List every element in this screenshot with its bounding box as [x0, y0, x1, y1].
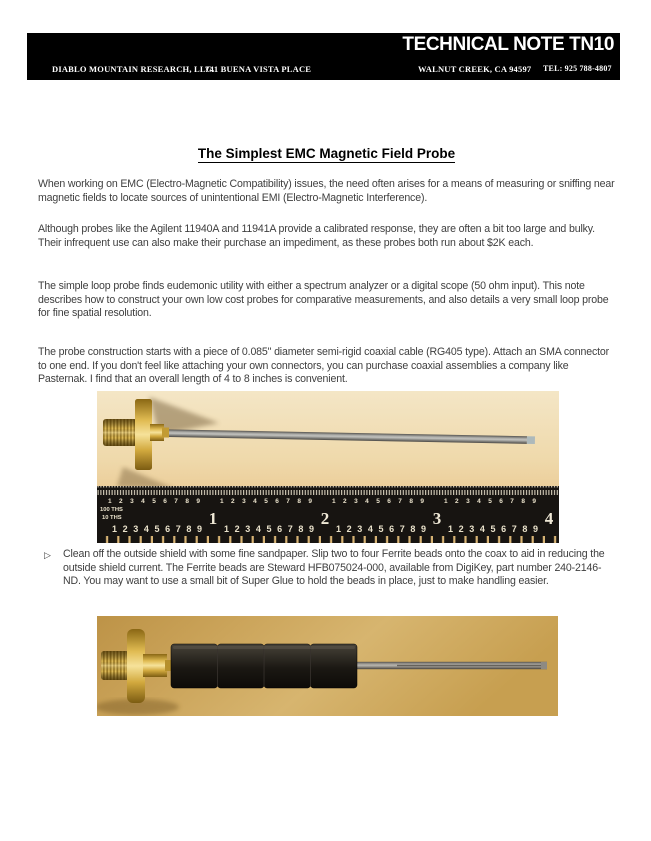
ruler-small-numbers: 1 2 3 4 5 6 7 8 9 [332, 498, 424, 505]
paragraph-intro: When working on EMC (Electro-Magnetic Compatibility) issues, the need often arises for a means of measuring or sniffing near magnetic fields to locate sources of unintentional EMI (Electro-Magnetic Interference). [38, 178, 615, 204]
ruler-bottom-numbers: 1 2 3 4 5 6 7 8 9 [224, 524, 314, 534]
rod-seam [397, 665, 545, 666]
paragraph-construction: The probe construction starts with a piece of 0.085" diameter semi-rigid coaxial cable (RG405 type). Attach an SMA connector to one end. If you don't feel like attaching your own connectors, you can purchase coaxial assemblies a company like Pasternak. I find that an overall length of 4 to 8 inches is convenient. [38, 346, 610, 386]
ruler-small-numbers: 1 2 3 4 5 6 7 8 9 [108, 498, 200, 505]
ruler-bottom-numbers: 1 2 3 4 5 6 7 8 9 [448, 524, 538, 534]
probe-photo-ruler [97, 391, 559, 543]
probe-photo-ferrite-beads [97, 616, 558, 716]
rod-tip [541, 662, 547, 669]
paragraph-agilent-probes: Although probes like the Agilent 11940A and 11941A provide a calibrated response, they are often a bit too large and bulky. Their infrequent use can also make their purchase an impediment, as these probes both run about $2K each. [38, 223, 595, 249]
ferrite-beads [171, 644, 357, 688]
ruler-big-number: 2 [320, 509, 330, 528]
company-phone: TEL: 925 788-4807 [543, 64, 612, 73]
document-title: The Simplest EMC Magnetic Field Probe [197, 146, 456, 161]
ruler-small-numbers: 1 2 3 4 5 6 7 8 9 [220, 498, 312, 505]
company-address: 741 BUENA VISTA PLACE [205, 64, 312, 74]
paragraph-loop-probe: The simple loop probe finds eudemonic utility with either a spectrum analyzer or a digital scope (50 ohm input). This note describes how to construct your own low cost probes for comparative measurements, and also details a very small loop probe for fine spatial resolution. [38, 280, 609, 320]
header-bar [27, 33, 620, 80]
company-city-state: WALNUT CREEK, CA 94597 [418, 64, 532, 74]
note-title: TECHNICAL NOTE TN10 [402, 34, 614, 55]
ruler-big-number: 1 [208, 509, 218, 528]
ruler-label-100ths: 100 THS [100, 507, 123, 513]
ruler-bottom-numbers: 1 2 3 4 5 6 7 8 9 [336, 524, 426, 534]
ruler-bottom-numbers: 1 2 3 4 5 6 7 8 9 [112, 524, 202, 534]
bullet-instruction: Clean off the outside shield with some fine sandpaper. Slip two to four Ferrite beads onto the coax to aid in reducing the outside shield current. The Ferrite beads are Steward HFB075024-000, available from DigiKey, part number 240-2146-ND. You may want to use a small bit of Super Glue to hold the beads in place, just to make handling easier. [63, 548, 605, 588]
bullet-triangle-icon: ▷ [44, 550, 51, 560]
company-name: DIABLO MOUNTAIN RESEARCH, LLC. [52, 64, 215, 74]
ruler [97, 486, 559, 543]
ruler-big-number: 4 [544, 509, 554, 528]
ruler-label-10ths: 10 THS [102, 515, 122, 521]
ruler-small-numbers: 1 2 3 4 5 6 7 8 9 [444, 498, 536, 505]
ruler-big-number: 3 [432, 509, 442, 528]
